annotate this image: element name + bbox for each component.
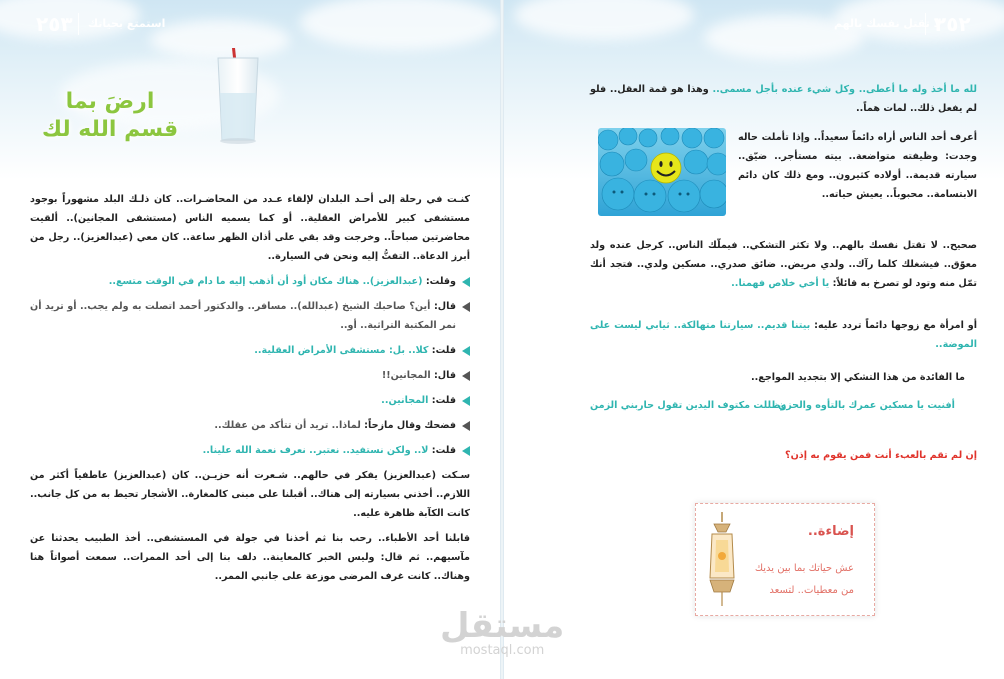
highlight-title: إضاءة.. (807, 524, 854, 539)
dialog-text: (عبدالعزيز).. هناك مكان أود أن أذهب إليه ما دام في الوقت متسع.. (108, 276, 426, 287)
paragraph3-teal: بيتنا قديم.. سيارتنا متهالكة.. ثيابي ليست على الموضة.. (590, 320, 977, 350)
bullet-arrow-icon (462, 346, 470, 356)
chapter-title (40, 88, 180, 144)
dialog-lead: قلت: (431, 445, 456, 456)
page-number: ٢٥٢ (934, 12, 971, 36)
watermark-main: مستقل (440, 606, 565, 646)
bullet-arrow-icon (462, 446, 470, 456)
dialog-lead: قال: (433, 301, 456, 312)
dialog-lead: قال: (433, 370, 456, 381)
left-page (0, 0, 500, 679)
left-body-text (30, 190, 470, 592)
dialog-lead: قلت: (431, 395, 456, 406)
right-paragraph-4: ما الفائدة من هذا التشكي إلا بتجديد المواجع.. (751, 372, 965, 383)
running-title: لا تقتل نفسك بالهم (834, 17, 942, 30)
dialog-text: أين؟ صاحبك الشيخ (عبدالله).. مسافر.. والدكتور أحمد اتصلت به ولم يجب.. أو تريد أن نمر المكتبة التراثية.. أو.. (30, 301, 456, 331)
dialog-line (30, 366, 470, 385)
dialog-text: لماذا.. تريد أن تتأكد من عقلك.. (214, 420, 365, 431)
dialog-line (30, 272, 470, 291)
header-divider (78, 13, 79, 35)
paragraph: قابلنا أحد الأطباء.. رحب بنا ثم أخذنا في جولة في المستشفى.. أخذ الطبيب يحدثنا عن مآسيهم.. ثم قال: وليس الخبر كالمعاينة.. دلف بنا إلى أحد الممرات.. سمعت أصواتاً هنا وهناك.. كانت غرف المرضى موزعة على جانبي الممر.. (30, 533, 470, 582)
dialog-lead: وقلت: (425, 276, 456, 287)
dialog-text: المجانين!! (381, 370, 434, 381)
watermark-logo (440, 608, 564, 658)
water-glass-icon (212, 48, 264, 146)
dialog-text: لا.. ولكن نستفيد.. نعتبر.. نعرف نعمة الله علينا.. (202, 445, 432, 456)
dialog-lead: فضحك وقال مازحاً: (364, 420, 456, 431)
running-title: استمتع بحياتك (88, 17, 166, 30)
watermark-sub: mostaql.com (460, 643, 545, 658)
dialog-line (30, 416, 470, 435)
highlight-line-2: من معطيات.. لتسعد (769, 585, 854, 596)
intro-teal: لله ما أخذ وله ما أعطى.. وكل شيء عنده بأجل مسمى.. (712, 84, 977, 95)
bullet-arrow-icon (462, 396, 470, 406)
smiley-balls-art (598, 128, 726, 216)
paragraph2-dark: صحيح.. لا تقتل نفسك بالهم.. ولا تكثر التشكي.. فيملّك الناس.. كرجل عنده ولد معوّق.. فيشغلك كلما رآك.. ولدي مريض.. ضائق صدري.. مسكين ولدي.. فتجد أنك تمّل منه وتود لو تصرخ به قائلاً: (590, 240, 977, 289)
paragraph3-dark: أو امرأة مع زوجها دائماً تردد عليه: (814, 320, 978, 331)
smiley-balls-image (598, 128, 726, 216)
highlight-text (734, 558, 854, 602)
right-intro-text (590, 80, 977, 118)
page-number: ٢٥٣ (36, 12, 73, 36)
highlight-box (695, 503, 875, 616)
dialog-line (30, 391, 470, 410)
poem-verse-right: أفنيت يا مسكين عمرك بالتأوه والحزن (778, 400, 955, 411)
highlight-line-1: عش حياتك بما بين يديك (754, 563, 854, 574)
right-paragraph-1: أعرف أحد الناس أراه دائماً سعيداً.. وإذا تأملت حاله وجدت: وظيفته متواضعة.. بيته مستأجر.. ضيّق.. سيارته قديمة.. أولاده كثيرون.. ومع ذلك كان دائم الابتسامة.. محبوباً.. يعيش حياته.. (738, 132, 977, 200)
dialog-lead: قلت: (431, 345, 456, 356)
question-text: إن لم تقم بالعبء أنت فمن يقوم به إذن؟ (785, 450, 977, 461)
bullet-arrow-icon (462, 302, 470, 312)
right-paragraph-3 (590, 316, 977, 354)
dialog-line (30, 341, 470, 360)
bullet-arrow-icon (462, 371, 470, 381)
poem-verse-left: وظللت مكتوف اليدين تقول حاربني الزمن (590, 400, 787, 411)
paragraph2-teal: يا أخي خلاص فهمنا.. (731, 278, 833, 289)
paragraph: سـكت (عبدالعزيز) يفكر في حالهم.. شـعرت أنه حزيـن.. كان (عبدالعزيز) عاطفياً أكثر من اللازم.. أخذني بسيارته إلى هناك.. أقبلنا على مبنى كالمغارة.. الأشجار تحيط به من كل جانب.. كانت الكآبة ظاهرة عليه.. (30, 470, 470, 519)
right-paragraph-2 (590, 236, 977, 293)
dialog-line (30, 297, 470, 335)
question-line (590, 446, 977, 465)
chapter-title-line1: ارضَ بما (65, 89, 155, 114)
dialog-text: المجانين.. (381, 395, 432, 406)
paragraph: كنـت في رحلة إلى أحـد البلدان لإلقاء عـدد من المحاضـرات.. كان ذلـك البلد مشهوراً بوجود مستشفى كبير للأمراض العقلية.. أو كما يسميه الناس (مستشفى المجانين).. ألقيت محاضرتين صباحاً.. وخرجت وقد بقي على أذان الظهر ساعة.. كان معي (عبدالعزيز).. رجل من أبرز الدعاة.. التفتُّ إليه ونحن في السيارة.. (30, 194, 470, 262)
bullet-arrow-icon (462, 421, 470, 431)
dialog-line (30, 441, 470, 460)
bullet-arrow-icon (462, 277, 470, 287)
intro-dark: وهذا هو قمة العقل.. فلو لم يفعل ذلك.. لمات هماً.. (590, 84, 977, 114)
chapter-title-line2: قسم الله لك (41, 117, 179, 142)
dialog-text: كلا.. بل: مستشفى الأمراض العقلية.. (254, 345, 432, 356)
